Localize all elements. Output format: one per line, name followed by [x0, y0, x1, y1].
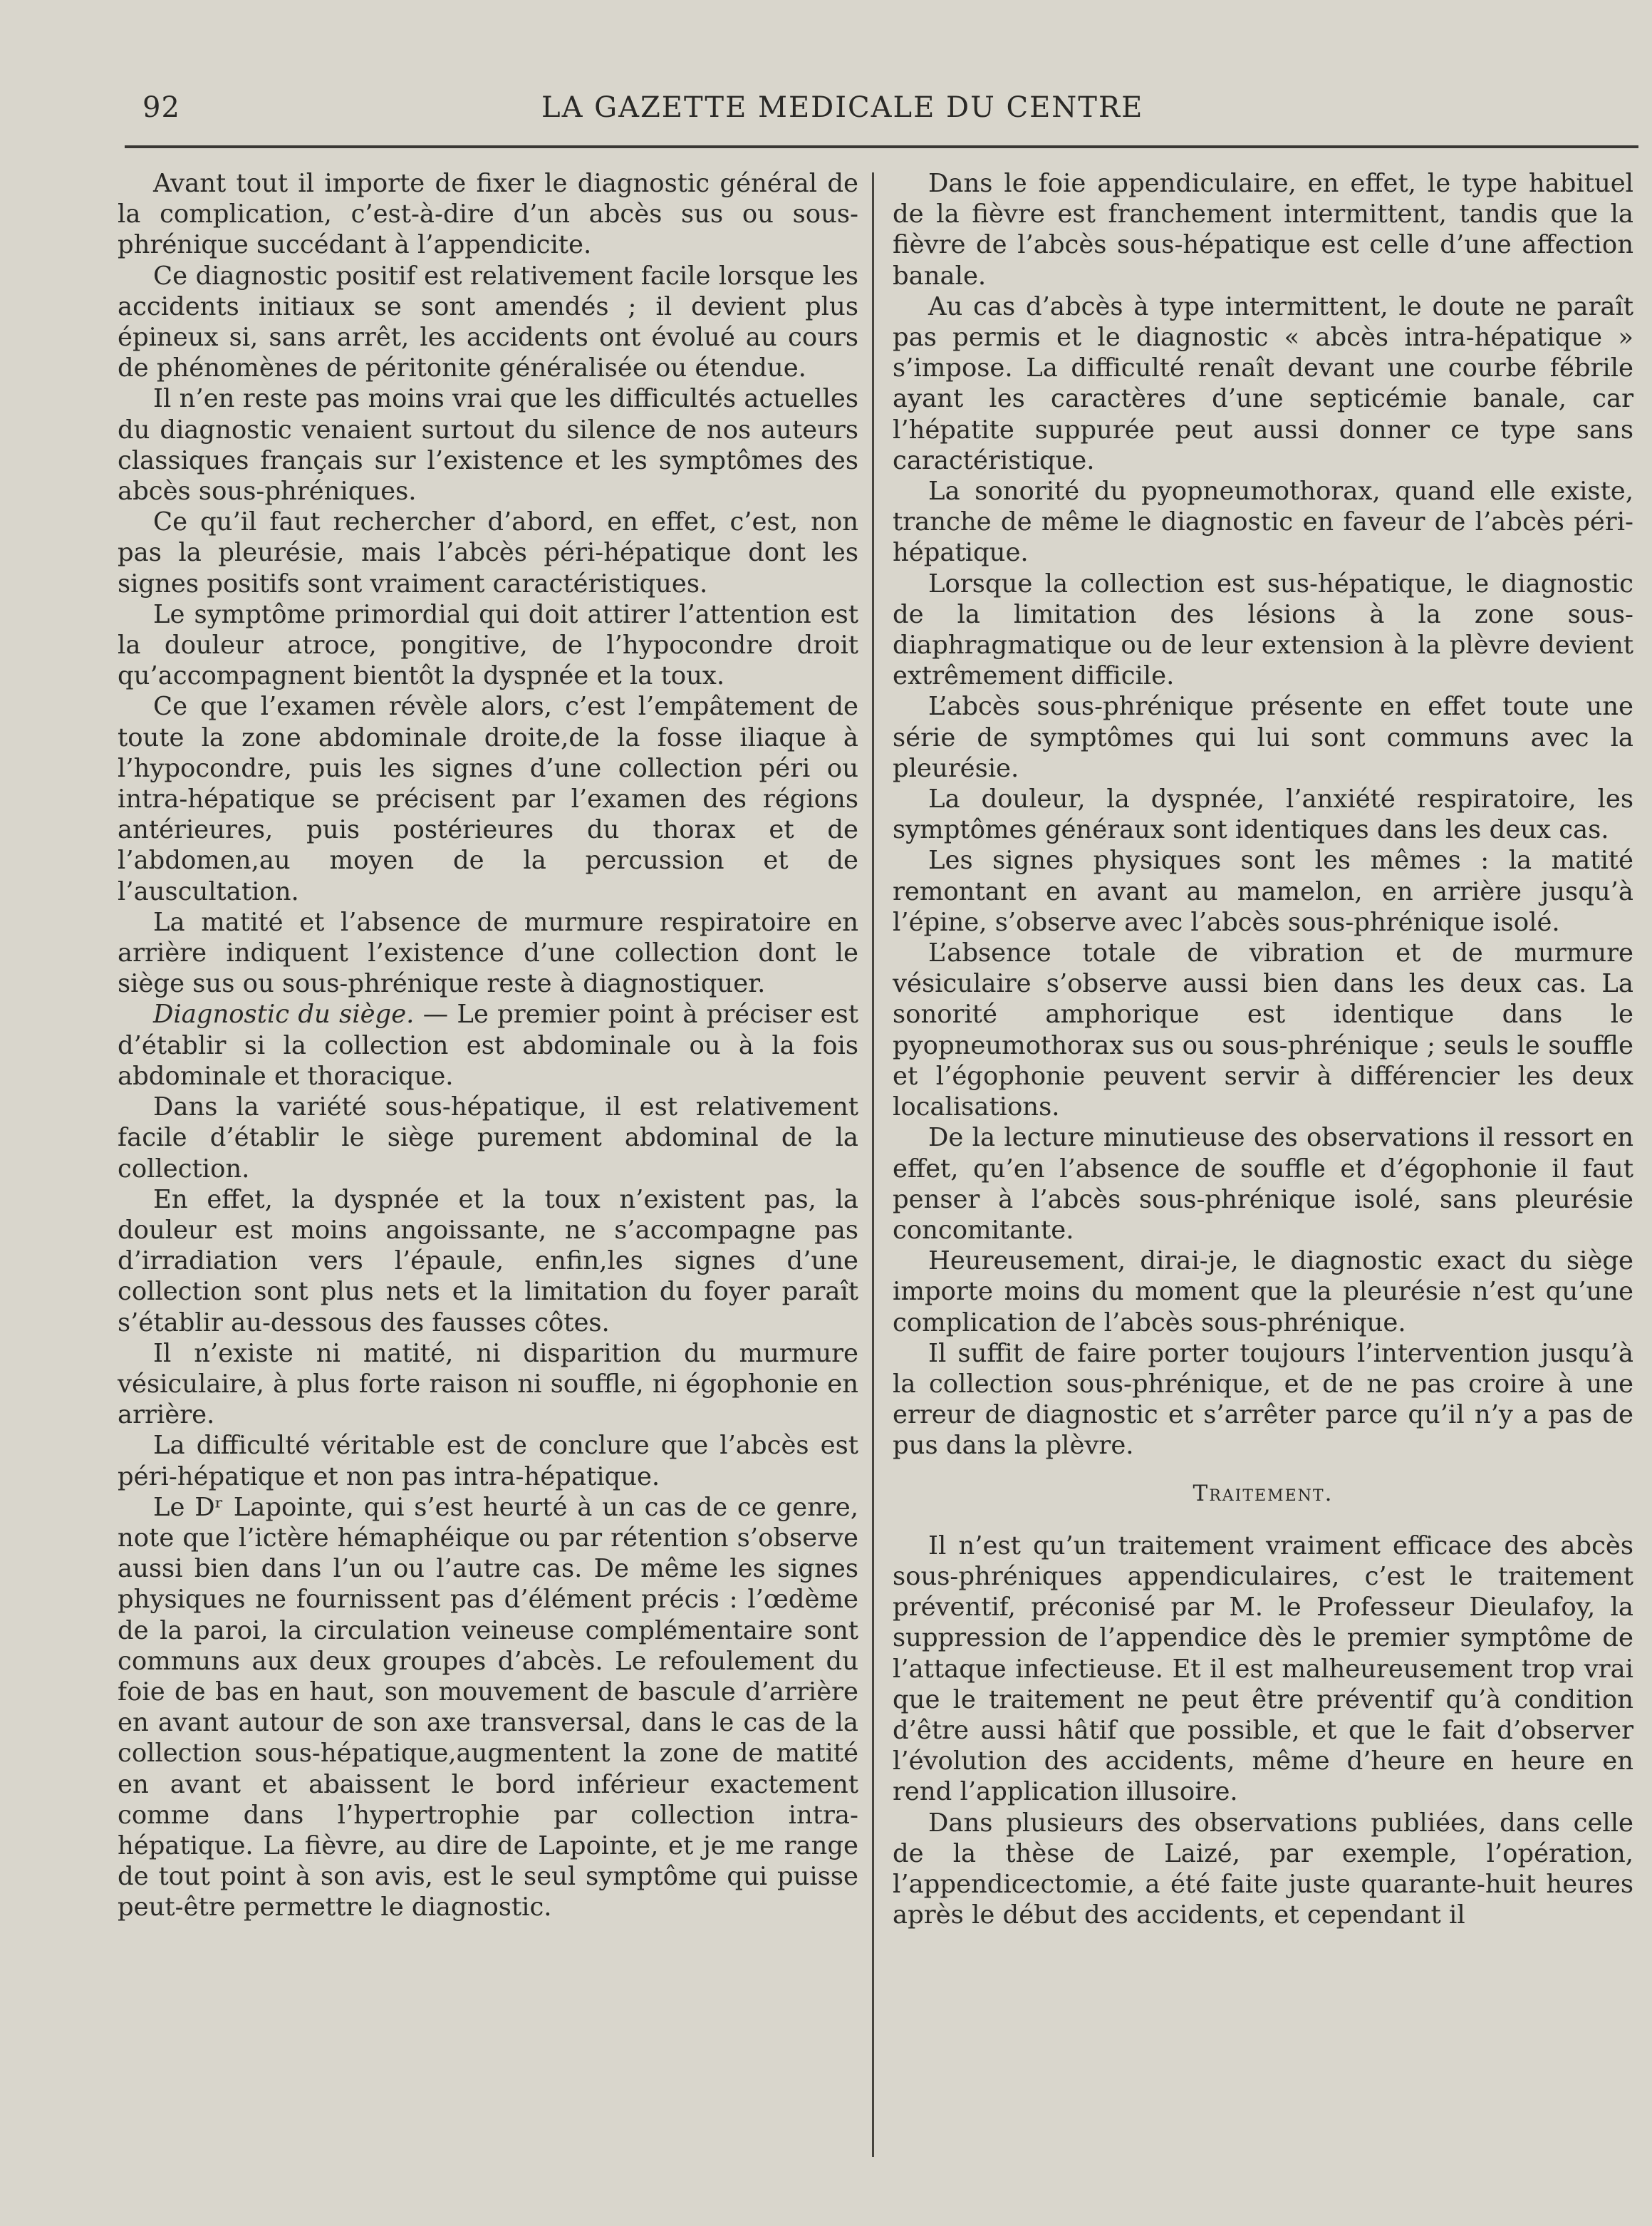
paragraph: Le Dʳ Lapointe, qui s’est heurté à un cas de ce genre, note que l’ictère hémaphéique ou par rétention s’observe aussi bien dans l’un ou l’autre cas. De même les signes physiques ne fournissent pas d’élément précis : l’œdème de la paroi, la circulation veineuse complémentaire sont communs aux deux groupes d’abcès. Le refoulement du foie de bas en haut, son mouvement de bascule d’arrière en avant autour de son axe transversal, dans le cas de la collection sous-hépatique,augmentent la zone de matité en avant et abaissent le bord inférieur exactement comme dans l’hypertrophie par collection intra-hépatique. La fièvre, au dire de Lapointe, et je me range de tout point à son avis, est le seul symptôme qui puisse peut-être permettre le diagnostic. — [118, 1492, 858, 1922]
paragraph: La matité et l’absence de murmure respiratoire en arrière indiquent l’existence d’une collection dont le siège sus ou sous-phrénique reste à diagnostiquer. — [118, 907, 858, 999]
paragraph: Il n’en reste pas moins vrai que les difficultés actuelles du diagnostic venaient surtout du silence de nos auteurs classiques français sur l’existence et les symptômes des abcès sous-phréniques. — [118, 384, 858, 507]
paragraph: Ce que l’examen révèle alors, c’est l’empâtement de toute la zone abdominale droite,de la fosse iliaque à l’hypocondre, puis les signes d’une collection péri ou intra-hépatique se précisent par l’examen des régions antérieures, puis postérieures du thorax et de l’abdomen,au moyen de la percussion et de l’auscultation. — [118, 692, 858, 906]
paragraph: La douleur, la dyspnée, l’anxiété respiratoire, les symptômes généraux sont identiques dans les deux cas. — [893, 785, 1633, 845]
page-number: 92 — [142, 91, 180, 124]
siege-heading: Diagnostic du siège. — [153, 1000, 415, 1030]
paragraph: Dans le foie appendiculaire, en effet, le type habituel de la fièvre est franchement intermittent, tandis que la fièvre de l’abcès sous-hépatique est celle d’une affection banale. — [893, 169, 1633, 291]
paragraph: Au cas d’abcès à type intermittent, le doute ne paraît pas permis et le diagnostic « abcès intra-hépatique » s’impose. La difficulté renaît devant une courbe fébrile ayant les caractères d’une septicémie banale, car l’hépatite suppurée peut aussi donner ce type sans caractéristique. — [893, 291, 1633, 475]
paragraph: Il suffit de faire porter toujours l’intervention jusqu’à la collection sous-phrénique, et de ne pas croire à une erreur de diagnostic et s’arrêter parce qu’il n’y a pas de pus dans la plèvre. — [893, 1338, 1633, 1461]
paragraph: De la lecture minutieuse des observations il ressort en effet, qu’en l’absence de souffle et d’égophonie il faut penser à l’abcès sous-phrénique isolé, sans pleurésie concomitante. — [893, 1123, 1633, 1245]
right-column — [893, 168, 1633, 1930]
paragraph: Avant tout il importe de fixer le diagnostic général de la complication, c’est-à-dire d’un abcès sus ou sous-phrénique succédant à l’appendicite. — [118, 169, 858, 260]
paragraph: Il n’existe ni matité, ni disparition du murmure vésiculaire, à plus forte raison ni souffle, ni égophonie en arrière. — [118, 1338, 858, 1430]
paragraph: Heureusement, dirai-je, le diagnostic exact du siège importe moins du moment que la pleurésie n’est qu’une complication de l’abcès sous-phrénique. — [893, 1246, 1633, 1337]
header-rule — [125, 145, 1638, 148]
column-divider — [872, 172, 874, 2157]
section-heading-traitement: Traitement. — [1193, 1480, 1334, 1506]
paragraph: Dans plusieurs des observations publiées, dans celle de la thèse de Laizé, par exemple, l’opération, l’appendicectomie, a été faite juste quarante-huit heures après le début des accidents, et cependant il — [893, 1808, 1633, 1930]
siege-text: — Le premier point à préciser est d’établir si la collection est abdominale ou à la fois abdominale et thoracique. — [118, 1000, 859, 1091]
paragraph: Il n’est qu’un traitement vraiment efficace des abcès sous-phréniques appendiculaires, c’est le traitement préventif, préconisé par M. le Professeur Dieulafoy, la suppression de l’appendice dès le premier symptôme de l’attaque infectieuse. Et il est malheureusement trop vrai que le traitement ne peut être préventif qu’à condition d’être aussi hâtif que possible, et que le fait d’observer l’évolution des accidents, même d’heure en heure en rend l’application illusoire. — [893, 1531, 1633, 1807]
paragraph: La difficulté véritable est de conclure que l’abcès est péri-hépatique et non pas intra-hépatique. — [118, 1431, 858, 1491]
paragraph: Le symptôme primordial qui doit attirer l’attention est la douleur atroce, pongitive, de l’hypocondre droit qu’accompagnent bientôt la dyspnée et la toux. — [118, 599, 858, 691]
siege-paragraph — [118, 999, 858, 1092]
running-title: LA GAZETTE MEDICALE DU CENTRE — [541, 91, 1144, 124]
page-header — [142, 86, 1482, 135]
paragraph: Lorsque la collection est sus-hépatique, le diagnostic de la limitation des lésions à la zone sous-diaphragmatique ou de leur extension à la plèvre devient extrêmement difficile. — [893, 569, 1633, 691]
left-column — [118, 168, 858, 1923]
paragraph: Dans la variété sous-hépatique, il est relativement facile d’établir le siège purement abdominal de la collection. — [118, 1092, 858, 1184]
paragraph: La sonorité du pyopneumothorax, quand elle existe, tranche de même le diagnostic en faveur de l’abcès péri-hépatique. — [893, 477, 1633, 568]
paragraph: L’abcès sous-phrénique présente en effet toute une série de symptômes qui lui sont communs avec la pleurésie. — [893, 692, 1633, 783]
paragraph: En effet, la dyspnée et la toux n’existent pas, la douleur est moins angoissante, ne s’accompagne pas d’irradiation vers l’épaule, enfin,les signes d’une collection sont plus nets et la limitation du foyer paraît s’établir au-dessous des fausses côtes. — [118, 1184, 858, 1337]
paragraph: Les signes physiques sont les mêmes : la matité remontant en avant au mamelon, en arrière jusqu’à l’épine, s’observe avec l’abcès sous-phrénique isolé. — [893, 846, 1633, 937]
paragraph: Ce diagnostic positif est relativement facile lorsque les accidents initiaux se sont amendés ; il devient plus épineux si, sans arrêt, les accidents ont évolué au cours de phénomènes de péritonite généralisée ou étendue. — [118, 261, 858, 383]
paragraph: Ce qu’il faut rechercher d’abord, en effet, c’est, non pas la pleurésie, mais l’abcès péri-hépatique dont les signes positifs sont vraiment caractéristiques. — [118, 507, 858, 599]
paragraph: L’absence totale de vibration et de murmure vésiculaire s’observe aussi bien dans les deux cas. La sonorité amphorique est identique dans le pyopneumothorax sus ou sous-phrénique ; seuls le souffle et l’égophonie peuvent servir à différencier les deux localisations. — [893, 938, 1633, 1122]
